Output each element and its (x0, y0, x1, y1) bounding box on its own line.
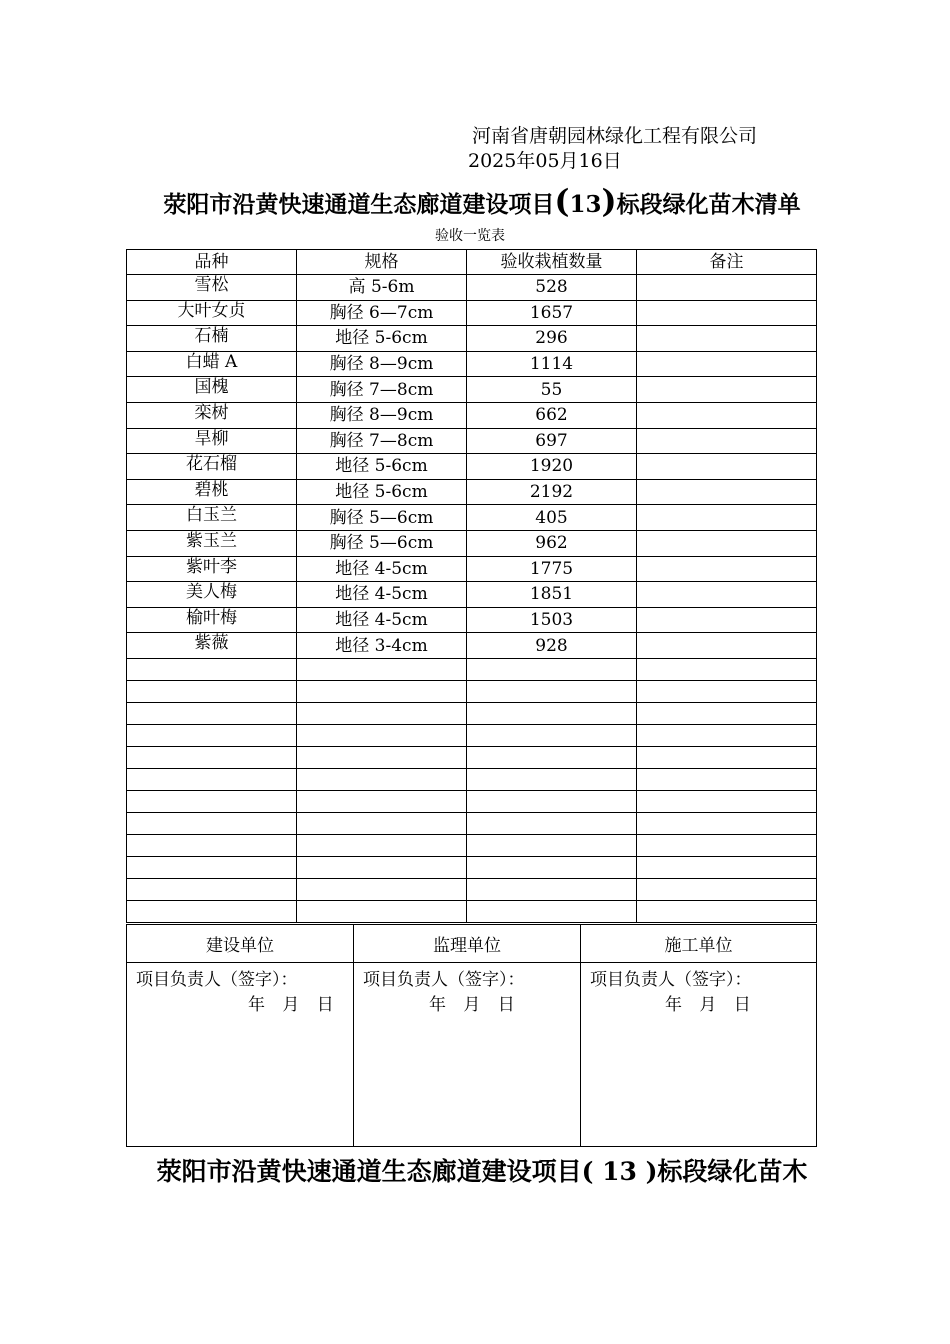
blank-cell (637, 768, 817, 790)
table-row (127, 326, 817, 352)
table-row (127, 351, 817, 377)
table-header-row (127, 250, 817, 275)
blank-cell (467, 702, 637, 724)
blank-row (127, 900, 817, 922)
title-open-paren: ( (554, 182, 570, 220)
blank-cell (467, 834, 637, 856)
construction-unit-header: 建设单位 (127, 925, 354, 963)
spec-cell: 胸径 5—6cm (297, 530, 467, 556)
quantity-cell: 1775 (467, 556, 637, 582)
table-row (127, 479, 817, 505)
blank-cell (637, 702, 817, 724)
person-in-charge-label: 项目负责人（签字）： (136, 970, 298, 990)
notes-cell (637, 505, 817, 531)
date-label: 年 月 日 (665, 995, 751, 1015)
variety-cell: 白蜡 A (127, 351, 297, 377)
blank-cell (637, 878, 817, 900)
title-section-number: 13 (569, 191, 602, 218)
variety-cell: 栾树 (127, 402, 297, 428)
spec-cell: 地径 4-5cm (297, 607, 467, 633)
blank-cell (297, 834, 467, 856)
variety-cell: 花石榴 (127, 454, 297, 480)
blank-cell (297, 680, 467, 702)
table-row (127, 607, 817, 633)
quantity-cell: 662 (467, 402, 637, 428)
blank-cell (297, 768, 467, 790)
quantity-cell: 1920 (467, 454, 637, 480)
quantity-cell: 1503 (467, 607, 637, 633)
blank-cell (637, 680, 817, 702)
blank-cell (127, 746, 297, 768)
notes-cell (637, 428, 817, 454)
spec-cell: 地径 4-5cm (297, 556, 467, 582)
column-header-notes: 备注 (637, 250, 817, 275)
blank-cell (467, 658, 637, 680)
quantity-cell: 697 (467, 428, 637, 454)
notes-cell (637, 377, 817, 403)
blank-row (127, 790, 817, 812)
blank-cell (467, 724, 637, 746)
signature-header-row (127, 925, 817, 963)
construction-unit-signature-cell[interactable] (127, 963, 354, 1147)
blank-cell (127, 856, 297, 878)
table-row (127, 428, 817, 454)
notes-cell (637, 556, 817, 582)
blank-cell (637, 900, 817, 922)
blank-cell (127, 812, 297, 834)
spec-cell: 高 5-6m (297, 275, 467, 301)
spec-cell: 胸径 8—9cm (297, 351, 467, 377)
blank-cell (127, 658, 297, 680)
blank-cell (297, 702, 467, 724)
signature-body-row (127, 963, 817, 1147)
variety-cell: 石楠 (127, 326, 297, 352)
notes-cell (637, 582, 817, 608)
seedling-table (126, 249, 817, 923)
table-row (127, 275, 817, 301)
table-row (127, 454, 817, 480)
column-header-quantity: 验收栽植数量 (467, 250, 637, 275)
quantity-cell: 1851 (467, 582, 637, 608)
table-row (127, 556, 817, 582)
date-label: 年 月 日 (429, 995, 515, 1015)
blank-cell (297, 900, 467, 922)
contractor-unit-header: 施工单位 (581, 925, 817, 963)
blank-cell (637, 724, 817, 746)
blank-cell (637, 658, 817, 680)
blank-cell (297, 658, 467, 680)
variety-cell: 旱柳 (127, 428, 297, 454)
blank-row (127, 878, 817, 900)
variety-cell: 国槐 (127, 377, 297, 403)
footer-title: 荥阳市沿黄快速通道生态廊道建设项目( 13 )标段绿化苗木 (156, 1157, 808, 1186)
table-row (127, 505, 817, 531)
blank-row (127, 834, 817, 856)
table-row (127, 633, 817, 659)
quantity-cell: 1114 (467, 351, 637, 377)
spec-cell: 地径 3-4cm (297, 633, 467, 659)
notes-cell (637, 607, 817, 633)
signature-table (126, 924, 817, 1147)
blank-row (127, 658, 817, 680)
person-in-charge-label: 项目负责人（签字）： (590, 970, 752, 990)
notes-cell (637, 275, 817, 301)
blank-cell (467, 768, 637, 790)
blank-cell (297, 746, 467, 768)
column-header-spec: 规格 (297, 250, 467, 275)
blank-cell (127, 702, 297, 724)
date-label: 年 月 日 (248, 995, 334, 1015)
variety-cell: 白玉兰 (127, 505, 297, 531)
title-close-paren: ) (601, 182, 617, 220)
table-row (127, 300, 817, 326)
blank-cell (127, 834, 297, 856)
quantity-cell: 1657 (467, 300, 637, 326)
table-row (127, 402, 817, 428)
blank-cell (467, 900, 637, 922)
variety-cell: 紫叶李 (127, 556, 297, 582)
blank-cell (297, 856, 467, 878)
blank-cell (467, 878, 637, 900)
spec-cell: 地径 4-5cm (297, 582, 467, 608)
quantity-cell: 296 (467, 326, 637, 352)
notes-cell (637, 530, 817, 556)
blank-row (127, 746, 817, 768)
blank-cell (297, 878, 467, 900)
blank-cell (127, 900, 297, 922)
column-header-variety: 品种 (127, 250, 297, 275)
supervision-unit-signature-cell[interactable] (354, 963, 581, 1147)
blank-cell (467, 680, 637, 702)
blank-cell (127, 878, 297, 900)
variety-cell: 榆叶梅 (127, 607, 297, 633)
variety-cell: 紫薇 (127, 633, 297, 659)
notes-cell (637, 300, 817, 326)
title-suffix: 标段绿化苗木清单 (616, 191, 801, 218)
blank-cell (467, 812, 637, 834)
blank-cell (127, 724, 297, 746)
variety-cell: 美人梅 (127, 582, 297, 608)
blank-cell (127, 680, 297, 702)
table-row (127, 377, 817, 403)
notes-cell (637, 326, 817, 352)
spec-cell: 地径 5-6cm (297, 454, 467, 480)
spec-cell: 地径 5-6cm (297, 326, 467, 352)
blank-cell (297, 724, 467, 746)
company-name: 河南省唐朝园林绿化工程有限公司 (472, 125, 758, 147)
blank-row (127, 680, 817, 702)
table-subtitle: 验收一览表 (435, 228, 505, 244)
blank-row (127, 812, 817, 834)
title-prefix: 荥阳市沿黄快速通道生态廊道建设项目 (163, 191, 555, 218)
quantity-cell: 2192 (467, 479, 637, 505)
table-row (127, 530, 817, 556)
notes-cell (637, 479, 817, 505)
spec-cell: 胸径 8—9cm (297, 402, 467, 428)
variety-cell: 碧桃 (127, 479, 297, 505)
variety-cell: 紫玉兰 (127, 530, 297, 556)
spec-cell: 胸径 7—8cm (297, 377, 467, 403)
spec-cell: 地径 5-6cm (297, 479, 467, 505)
quantity-cell: 405 (467, 505, 637, 531)
blank-cell (637, 856, 817, 878)
spec-cell: 胸径 6—7cm (297, 300, 467, 326)
quantity-cell: 962 (467, 530, 637, 556)
spec-cell: 胸径 7—8cm (297, 428, 467, 454)
blank-cell (637, 790, 817, 812)
person-in-charge-label: 项目负责人（签字）： (363, 970, 525, 990)
variety-cell: 大叶女贞 (127, 300, 297, 326)
document-title (0, 184, 950, 222)
notes-cell (637, 402, 817, 428)
supervision-unit-header: 监理单位 (354, 925, 581, 963)
quantity-cell: 55 (467, 377, 637, 403)
blank-cell (297, 790, 467, 812)
blank-cell (467, 746, 637, 768)
document-date: 2025年05月16日 (468, 150, 622, 172)
blank-cell (467, 856, 637, 878)
notes-cell (637, 633, 817, 659)
blank-cell (127, 768, 297, 790)
blank-row (127, 724, 817, 746)
table-row (127, 582, 817, 608)
blank-cell (637, 834, 817, 856)
blank-cell (297, 812, 467, 834)
blank-cell (467, 790, 637, 812)
blank-row (127, 856, 817, 878)
blank-cell (637, 812, 817, 834)
notes-cell (637, 351, 817, 377)
blank-cell (637, 746, 817, 768)
variety-cell: 雪松 (127, 275, 297, 301)
quantity-cell: 528 (467, 275, 637, 301)
contractor-unit-signature-cell[interactable] (581, 963, 817, 1147)
blank-row (127, 768, 817, 790)
blank-row (127, 702, 817, 724)
notes-cell (637, 454, 817, 480)
blank-cell (127, 790, 297, 812)
spec-cell: 胸径 5—6cm (297, 505, 467, 531)
quantity-cell: 928 (467, 633, 637, 659)
